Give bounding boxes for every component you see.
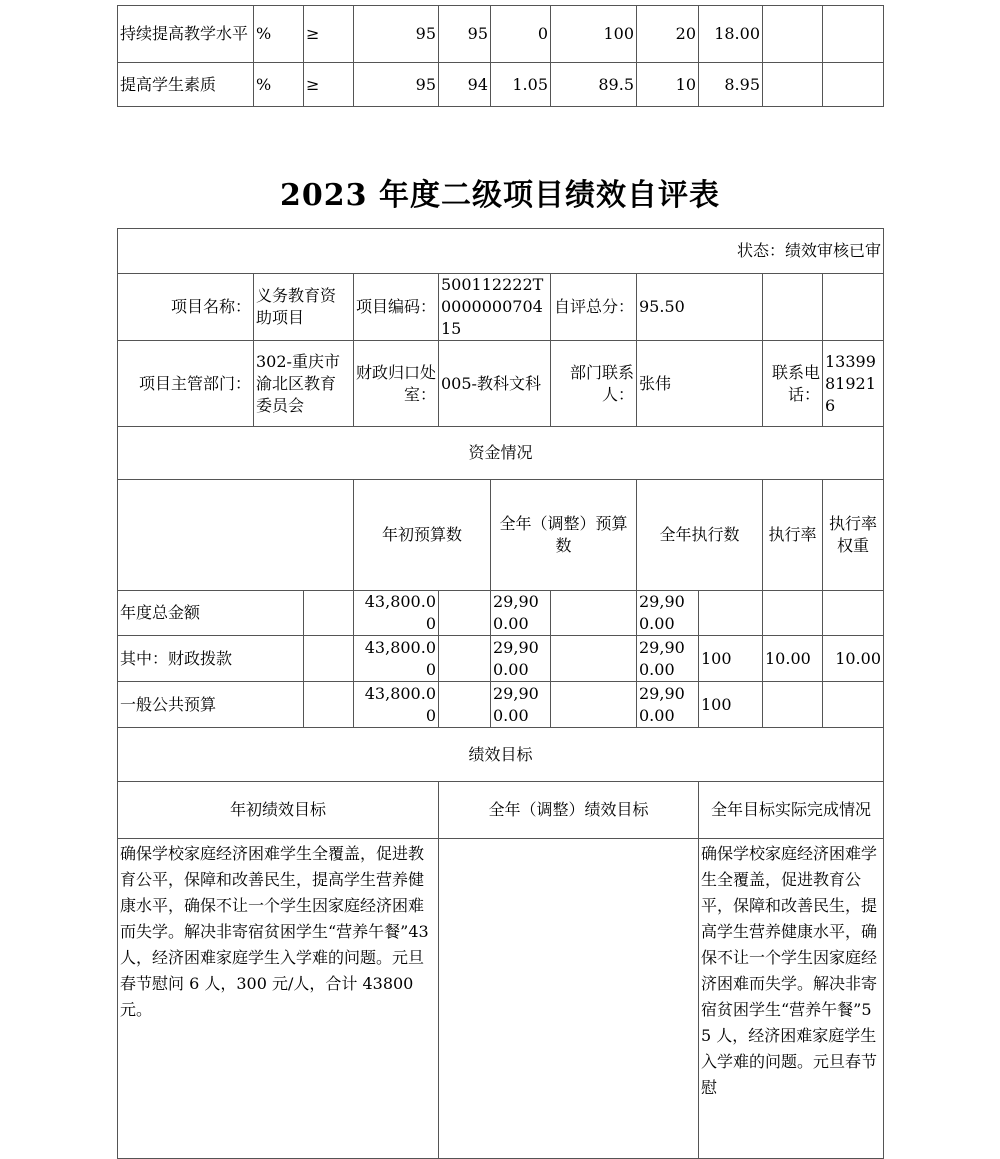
finance-office-label: 财政归口处室： [354, 341, 439, 427]
adjusted-budget-value: 29,900.00 [491, 591, 551, 636]
status-text: 状态：绩效审核已审 [118, 229, 884, 274]
indicator-unit: % [254, 63, 304, 107]
table-row [118, 63, 884, 107]
rate-value: 100 [699, 636, 763, 682]
funds-row-label: 其中：财政拨款 [118, 636, 304, 682]
empty-cell [118, 480, 354, 591]
table-row [118, 591, 884, 636]
empty-cell [823, 63, 884, 107]
actual-completion-text: 确保学校家庭经济困难学生全覆盖，促进教育公平，保障和改善民生，提高学生营养健康水平，确保不让一个学生因家庭经济困难而失学。解决非寄宿贫困学生“营养午餐”55 人，经济困难家庭学生入学难的问题。元旦春节慰 [699, 839, 884, 1159]
indicator-deviation: 0 [491, 6, 551, 63]
project-code: 500112222T000000070415 [439, 274, 551, 341]
self-score-label: 自评总分： [551, 274, 637, 341]
header-rate: 执行率 [763, 480, 823, 591]
indicator-plan: 94 [439, 63, 491, 107]
project-name-label: 项目名称： [118, 274, 254, 341]
table-row [118, 682, 884, 728]
initial-budget-value: 43,800.00 [354, 591, 439, 636]
empty-cell [439, 682, 491, 728]
rate-weight-value [763, 591, 823, 636]
table-row [118, 6, 884, 63]
rate-weight-value [763, 682, 823, 728]
project-info-row [118, 274, 884, 341]
header-rate-weight: 执行率权重 [823, 480, 884, 591]
empty-cell [304, 591, 354, 636]
indicator-unit: % [254, 6, 304, 63]
executed-value: 29,900.00 [637, 636, 699, 682]
rate-score-value [823, 682, 884, 728]
initial-budget-value: 43,800.00 [354, 636, 439, 682]
rate-value: 100 [699, 682, 763, 728]
adjusted-goal-text [439, 839, 699, 1159]
project-code-label: 项目编码： [354, 274, 439, 341]
contact-label: 部门联系人： [551, 341, 637, 427]
indicator-target: 95 [354, 6, 439, 63]
empty-cell [763, 63, 823, 107]
initial-budget-value: 43,800.00 [354, 682, 439, 728]
empty-cell [823, 274, 884, 341]
indicator-weight: 20 [637, 6, 699, 63]
initial-goal-text: 确保学校家庭经济困难学生全覆盖，促进教育公平，保障和改善民生，提高学生营养健康水平，确保不让一个学生因家庭经济困难而失学。解决非寄宿贫困学生“营养午餐”43 人，经济困难家庭学生入学难的问题。元旦春节慰问 6 人，300 元/人，合计 43800 元。 [118, 839, 439, 1159]
rate-weight-value: 10.00 [763, 636, 823, 682]
empty-cell [551, 636, 637, 682]
executed-value: 29,900.00 [637, 591, 699, 636]
dept-label: 项目主管部门： [118, 341, 254, 427]
indicator-weight: 10 [637, 63, 699, 107]
header-initial-goal: 年初绩效目标 [118, 782, 439, 839]
indicator-operator: ≥ [304, 63, 354, 107]
empty-cell [551, 682, 637, 728]
executed-value: 29,900.00 [637, 682, 699, 728]
rate-score-value: 10.00 [823, 636, 884, 682]
indicator-value: 8.95 [699, 63, 763, 107]
indicator-table [117, 5, 884, 107]
evaluation-table [117, 228, 884, 1159]
indicator-score: 89.5 [551, 63, 637, 107]
header-executed: 全年执行数 [637, 480, 763, 591]
rate-score-value [823, 591, 884, 636]
table-row [118, 636, 884, 682]
empty-cell [551, 591, 637, 636]
funds-row-label: 年度总金额 [118, 591, 304, 636]
contact-name: 张伟 [637, 341, 763, 427]
rate-value [699, 591, 763, 636]
indicator-name: 提高学生素质 [118, 63, 254, 107]
indicator-value: 18.00 [699, 6, 763, 63]
indicator-name: 持续提高教学水平 [118, 6, 254, 63]
funds-header-row [118, 480, 884, 591]
project-name: 义务教育资助项目 [254, 274, 354, 341]
finance-office: 005-教科文科 [439, 341, 551, 427]
indicator-score: 100 [551, 6, 637, 63]
empty-cell [304, 682, 354, 728]
empty-cell [439, 636, 491, 682]
page-title: 2023 年度二级项目绩效自评表 [280, 178, 720, 213]
empty-cell [763, 274, 823, 341]
goals-header-row [118, 782, 884, 839]
empty-cell [763, 6, 823, 63]
goals-content-row [118, 839, 884, 1159]
indicator-deviation: 1.05 [491, 63, 551, 107]
empty-cell [439, 591, 491, 636]
self-score: 95.50 [637, 274, 763, 341]
header-adjusted-goal: 全年（调整）绩效目标 [439, 782, 699, 839]
indicator-target: 95 [354, 63, 439, 107]
dept: 302-重庆市渝北区教育委员会 [254, 341, 354, 427]
header-initial-budget: 年初预算数 [354, 480, 491, 591]
empty-cell [304, 636, 354, 682]
phone-number: 13399819216 [823, 341, 884, 427]
funds-row-label: 一般公共预算 [118, 682, 304, 728]
department-info-row [118, 341, 884, 427]
phone-label: 联系电话： [763, 341, 823, 427]
header-actual-completion: 全年目标实际完成情况 [699, 782, 884, 839]
adjusted-budget-value: 29,900.00 [491, 636, 551, 682]
indicator-plan: 95 [439, 6, 491, 63]
empty-cell [823, 6, 884, 63]
indicator-operator: ≥ [304, 6, 354, 63]
funds-section-title: 资金情况 [118, 427, 884, 480]
header-adjusted-budget: 全年（调整）预算数 [491, 480, 637, 591]
adjusted-budget-value: 29,900.00 [491, 682, 551, 728]
goals-section-title: 绩效目标 [118, 728, 884, 782]
